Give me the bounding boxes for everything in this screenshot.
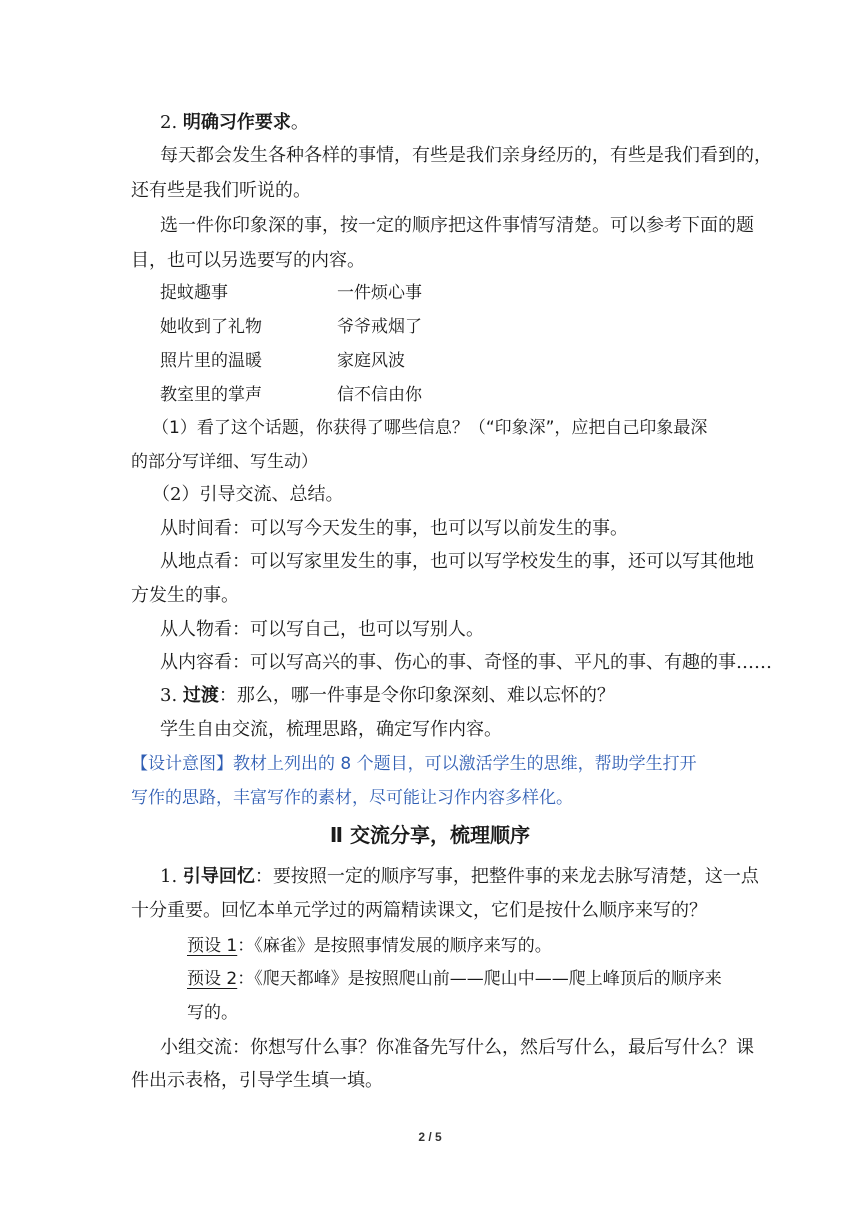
people-line: 从人物看：可以写自己，也可以写别人。 [160,619,484,640]
design-intent-line2: 写作的思路，丰富写作的素材，尽可能让习作内容多样化。 [131,788,573,808]
preset2-line1 [187,966,722,992]
free-exchange-line: 学生自由交流，梳理思路，确定写作内容。 [160,719,502,740]
design-intent-line1: 【设计意图】教材上列出的 8 个题目，可以激活学生的思维，帮助学生打开 [131,754,697,774]
item2-title: 明确习作要求 [182,112,291,133]
para1-line1: 每天都会发生各种各样的事情，有些是我们亲身经历的，有些是我们看到的， [160,145,772,166]
preset1-line [187,933,552,959]
s2-item1-title: 引导回忆 [182,866,255,887]
topic-3b: 家庭风波 [337,351,405,371]
topic-3a: 照片里的温暖 [160,351,262,371]
preset2-text: ：《爬天都峰》是按照爬山前——爬山中——爬上峰顶后的顺序来 [237,969,722,989]
section2-heading: Ⅱ 交流分享，梳理顺序 [329,823,531,847]
place-line1: 从地点看：可以写家里发生的事，也可以写学校发生的事，还可以写其他地 [160,551,754,572]
s2-item1-number: 1. [160,866,178,887]
content-line: 从内容看：可以写高兴的事、伤心的事、奇怪的事、平凡的事、有趣的事…… [160,652,772,673]
item2-number: 2. [160,112,178,133]
topic-1b: 一件烦心事 [337,283,422,303]
preset1-label: 预设 1 [187,936,238,956]
para1-line2: 还有些是我们听说的。 [131,180,311,201]
topic-4b: 信不信由你 [337,385,422,405]
para2-line1: 选一件你印象深的事，按一定的顺序把这件事情写清楚。可以参考下面的题 [160,215,754,236]
preset1-text: ：《麻雀》是按照事情发展的顺序来写的。 [237,936,552,956]
item3-text: ：那么，哪一件事是令你印象深刻、难以忘怀的？ [218,685,615,706]
s2-item1-line2: 十分重要。回忆本单元学过的两篇精读课文，它们是按什么顺序来写的？ [131,900,707,921]
s2-item1-line1 [160,864,759,890]
item3-title: 过渡 [182,685,219,706]
preset2-label: 预设 2 [187,969,238,989]
item2-punct: 。 [290,112,309,133]
place-line2: 方发生的事。 [131,585,239,606]
item3-line [160,683,615,709]
question2: （2）引导交流、总结。 [152,484,344,505]
time-line: 从时间看：可以写今天发生的事，也可以写以前发生的事。 [160,518,628,539]
group-exchange-line2: 件出示表格，引导学生填一填。 [131,1070,383,1091]
question1-line1: （1）看了这个话题，你获得了哪些信息？（“印象深”，应把自己印象最深 [152,418,708,438]
para2-line2: 目，也可以另选要写的内容。 [131,250,365,271]
group-exchange-line1: 小组交流：你想写什么事？你准备先写什么，然后写什么，最后写什么？课 [160,1037,754,1058]
topic-1a: 捉蚊趣事 [160,283,228,303]
item3-number: 3. [160,685,178,706]
topic-2a: 她收到了礼物 [160,317,262,337]
question1-line2: 的部分写详细、写生动） [131,452,318,472]
topic-4a: 教室里的掌声 [160,385,262,405]
page-number: 2 / 5 [418,1130,442,1144]
topic-2b: 爷爷戒烟了 [337,317,422,337]
preset2-line2: 写的。 [187,1003,238,1023]
item2-heading [160,110,309,136]
s2-item1-text: ：要按照一定的顺序写事，把整件事的来龙去脉写清楚，这一点 [254,866,759,887]
